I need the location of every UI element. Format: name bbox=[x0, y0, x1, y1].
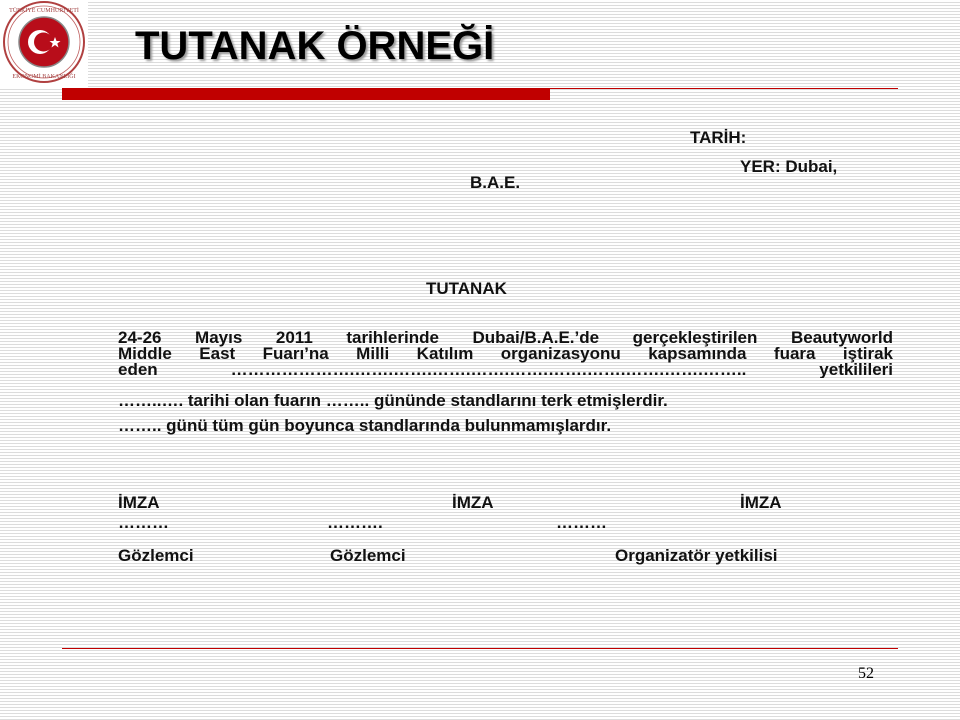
document-heading: TUTANAK bbox=[426, 279, 507, 298]
slide-title: TUTANAK ÖRNEĞİ bbox=[135, 24, 495, 68]
signature-label: İMZA bbox=[740, 493, 782, 512]
signature-dots: ……… bbox=[118, 513, 169, 532]
svg-text:TÜRKİYE CUMHURİYETİ: TÜRKİYE CUMHURİYETİ bbox=[9, 8, 79, 14]
paragraph-line: ……..…. tarihi olan fuarın …….. gününde standlarını terk etmişlerdir. bbox=[118, 391, 668, 410]
footer-divider-line bbox=[62, 648, 898, 649]
paragraph-line: …….. günü tüm gün boyunca standlarında bulunmamışlardır. bbox=[118, 416, 612, 435]
title-underline-bar bbox=[62, 88, 550, 100]
place-label: YER: Dubai, bbox=[740, 157, 838, 176]
signature-label: İMZA bbox=[452, 493, 494, 512]
date-label: TARİH: bbox=[690, 128, 747, 147]
logo-container bbox=[0, 0, 88, 88]
paragraph-line: 24-26 Mayıs 2011 tarihlerinde Dubai/B.A.E.’de gerçekleştirilen Beautyworld bbox=[118, 328, 893, 347]
paragraph-line: eden ………………….…….…….…….…….…….…….…….…….…….…….. yetkilileri bbox=[118, 362, 893, 378]
signature-role: Gözlemci bbox=[118, 546, 194, 565]
place-country: B.A.E. bbox=[470, 173, 521, 192]
signature-label: İMZA bbox=[118, 493, 160, 512]
page-number: 52 bbox=[858, 665, 874, 682]
svg-text:EKONOMİ BAKANLIĞI: EKONOMİ BAKANLIĞI bbox=[12, 74, 76, 80]
signature-role: Organizatör yetkilisi bbox=[615, 546, 778, 565]
signature-role: Gözlemci bbox=[330, 546, 406, 565]
ministry-seal-logo bbox=[0, 0, 88, 88]
title-divider-line bbox=[550, 88, 898, 89]
signature-dots: ……… bbox=[556, 513, 607, 532]
signature-dots: ………. bbox=[327, 513, 383, 532]
paragraph-line: Middle East Fuarı’na Milli Katılım organizasyonu kapsamında fuara iştirak bbox=[118, 344, 893, 363]
